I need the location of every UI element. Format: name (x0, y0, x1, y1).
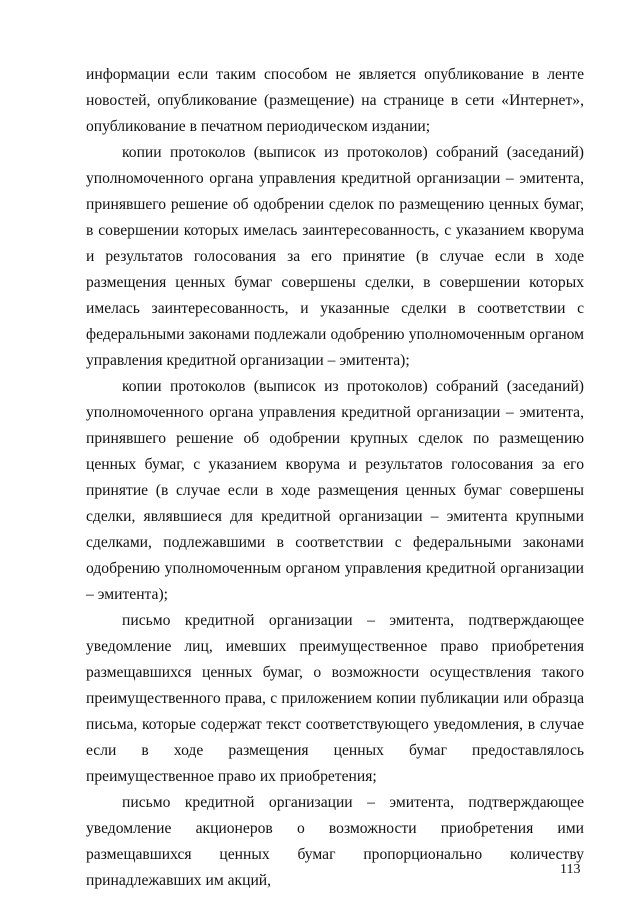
document-body (86, 62, 584, 894)
paragraph-protocol-copies-major: копии протоколов (выписок из протоколов) собраний (заседаний) уполномоченного органа управления кредитной организации – эмитента, принявшего решение об одобрении крупных сделок по размещению ценных бумаг, с указанием кворума и результатов голосования за его принятие (в случае если в ходе размещения ценных бумаг совершены сделки, являвшиеся для кредитной организации – эмитента крупными сделками, подлежавшими в соответствии с федеральными законами одобрению уполномоченным органом управления кредитной организации – эмитента); (86, 378, 584, 603)
paragraph-letter-preemptive-right: письмо кредитной организации – эмитента, подтверждающее уведомление лиц, имевших преимущественное право приобретения размещавшихся ценных бумаг, о возможности осуществления такого преимущественного права, с приложением копии публикации или образца письма, которые содержат текст соответствующего уведомления, в случае если в ходе размещения ценных бумаг предоставлялось преимущественное право их приобретения; (86, 612, 584, 785)
page-number: 113 (560, 862, 581, 877)
paragraph-letter-shareholders: письмо кредитной организации – эмитента, подтверждающее уведомление акционеров о возможности приобретения ими размещавшихся ценных бумаг пропорционально количеству принадлежавших им акций, (86, 794, 584, 889)
paragraph-protocol-copies-interested: копии протоколов (выписок из протоколов) собраний (заседаний) уполномоченного органа управления кредитной организации – эмитента, принявшего решение об одобрении сделок по размещению ценных бумаг, в совершении которых имелась заинтересованность, с указанием кворума и результатов голосования за его принятие (в случае если в ходе размещения ценных бумаг совершены сделки, в совершении которых имелась заинтересованность, и указанные сделки в соответствии с федеральными законами подлежали одобрению уполномоченным органом управления кредитной организации – эмитента); (86, 144, 584, 369)
paragraph-continuation: информации если таким способом не является опубликование в ленте новостей, опубликование (размещение) на странице в сети «Интернет», опубликование в печатном периодическом издании; (86, 66, 584, 135)
